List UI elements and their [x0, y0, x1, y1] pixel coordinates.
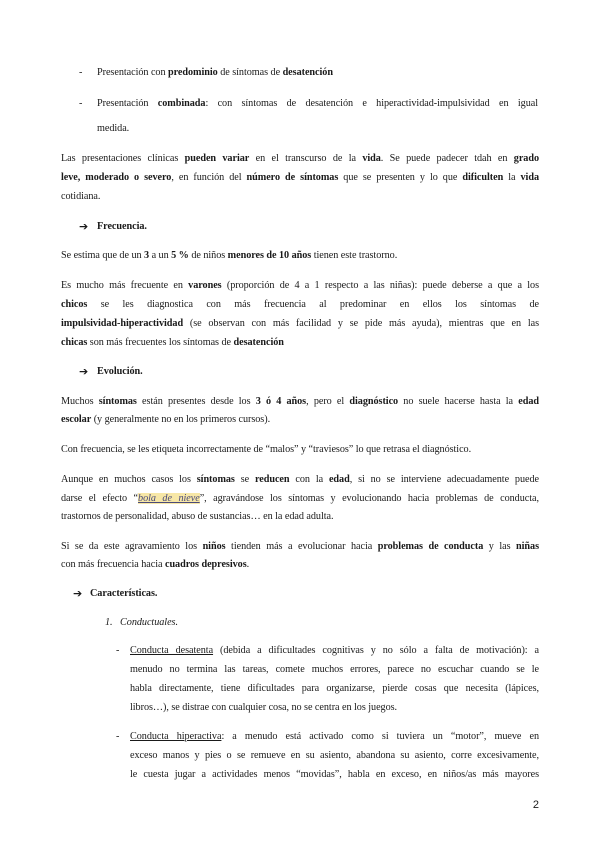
text-line: Es mucho más frecuente en varones (proporción de 4 a 1 respecto a las niñas): puede deberse a que a los — [61, 280, 540, 291]
list-bullet: - — [79, 98, 83, 109]
text-line: escolar (y generalmente no en los primeros cursos). — [61, 414, 271, 425]
text-line: trastornos de personalidad, abuso de sustancias… en la edad adulta. — [61, 511, 334, 522]
arrow-right-icon: ➔ — [73, 587, 83, 600]
heading-evolucion: Evolución. — [97, 366, 143, 377]
text-line: Conducta desatenta (debida a dificultades cognitivas y no sólo a falta de motivación): a — [130, 645, 540, 656]
list-bullet: - — [79, 67, 83, 78]
text-line: cotidiana. — [61, 191, 101, 202]
text-line: darse el efecto “bola de nieve”, agravándose los síntomas y evolucionando hacia problemas de conducta, — [61, 493, 539, 504]
text-line: chicos se les diagnostica con más frecuencia al predominar en ellos los síntomas de — [61, 299, 539, 310]
text-line: Conducta hiperactiva: a menudo está activado como si tuviera un “motor”, mueve en — [130, 731, 539, 742]
text-line: Si se da este agravamiento los niños tienden más a evolucionar hacia problemas de conducta y las niñas — [61, 541, 539, 552]
text-line: chicas son más frecuentes los síntomas de desatención — [61, 337, 284, 348]
list-item-combinada: Presentación combinada: con síntomas de desatención e hiperactividad-impulsividad en igual — [97, 98, 539, 109]
list-bullet: - — [116, 645, 120, 656]
text-line: exceso manos y pies o se remueve en su asiento, abandona su asiento, corre excesivamente, — [130, 750, 539, 761]
text-line: leve, moderado o severo, en función del número de síntomas que se presenten y lo que dificulten la vida — [61, 172, 539, 183]
list-item-predominio: Presentación con predominio de síntomas de desatención — [97, 67, 333, 78]
heading-caracteristicas: Características. — [90, 588, 158, 599]
arrow-right-icon: ➔ — [79, 365, 89, 378]
text-line: Aunque en muchos casos los síntomas se reducen con la edad, si no se interviene adecuadamente puede — [61, 474, 539, 485]
text-line: Las presentaciones clínicas pueden variar en el transcurso de la vida. Se puede padecer tdah en grado — [61, 153, 540, 164]
highlighted-link[interactable]: bola de nieve — [138, 493, 200, 504]
text-line: le cuesta jugar a actividades menos “movidas”, habla en exceso, en niños/as más mayores — [130, 769, 539, 780]
list-bullet: - — [116, 731, 120, 742]
text-line: impulsividad-hiperactividad (se observan con más facilidad y se pide más ayuda), mientras que en las — [61, 318, 539, 329]
text-line: menudo no termina las tareas, comete muchos errores, parece no escuchar cuando se le — [130, 664, 539, 675]
page-number: 2 — [532, 799, 539, 811]
text-line: medida. — [97, 123, 130, 134]
text-line: Muchos síntomas están presentes desde los 3 ó 4 años, pero el diagnóstico no suele hacerse hasta la edad — [61, 396, 539, 407]
heading-frecuencia: Frecuencia. — [97, 221, 147, 232]
text-line: Con frecuencia, se les etiqueta incorrectamente de “malos” y “traviesos” lo que retrasa el diagnóstico. — [61, 444, 472, 455]
text-line: libros…), se distrae con cualquier cosa, no se centra en los juegos. — [130, 702, 398, 713]
text-line: habla directamente, tiene dificultades para organizarse, pierde cosas que necesita (lápices, — [130, 683, 539, 694]
arrow-right-icon: ➔ — [79, 220, 89, 233]
text-line: Se estima que de un 3 a un 5 % de niños menores de 10 años tienen este trastorno. — [61, 250, 398, 261]
text-line: con más frecuencia hacia cuadros depresivos. — [61, 559, 250, 570]
subheading-conductuales: 1. Conductuales. — [105, 617, 178, 628]
